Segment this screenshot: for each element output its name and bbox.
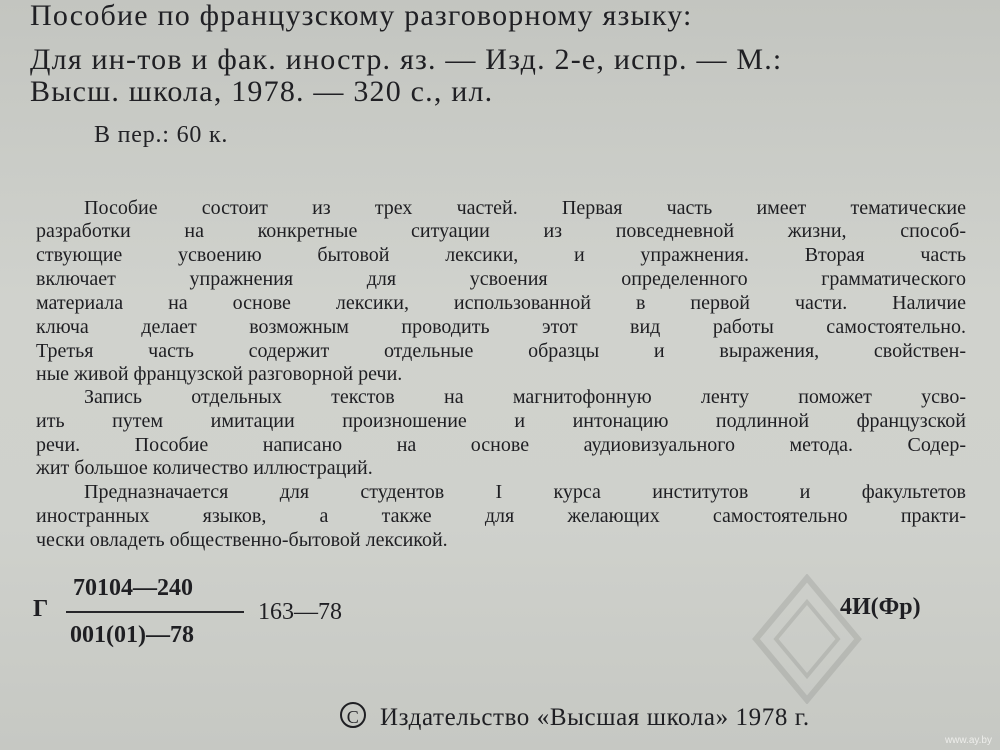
annotation-line-4: включает упражнения для усвоения определенного грамматического	[36, 268, 966, 290]
annotation-line-5: материала на основе лексики, использованной в первой части. Наличие	[36, 292, 966, 314]
watermark: www.ay.by	[944, 735, 992, 746]
annotation-line-6: ключа делает возможным проводить этот вид работы самостоятельно.	[36, 316, 966, 338]
annotation-line-9: Запись отдельных текстов на магнитофонную ленту поможет усво-	[84, 386, 966, 408]
annotation-line-12: жит большое количество иллюстраций.	[36, 457, 373, 479]
annotation-line-7: Третья часть содержит отдельные образцы и выражения, свойствен-	[36, 340, 966, 362]
classification-denominator: 001(01)—78	[70, 622, 194, 648]
annotation-line-14: иностранных языков, а также для желающих самостоятельно практи-	[36, 505, 966, 527]
annotation-line-10: ить путем имитации произношение и интонацию подлинной французской	[36, 410, 966, 432]
classification-code: 163—78	[258, 599, 342, 625]
header-line-2: Для ин-тов и фак. иностр. яз. — Изд. 2-е, испр. — М.:	[30, 43, 783, 76]
copyright-line	[340, 702, 810, 732]
classification-letter: Г	[33, 596, 49, 622]
bbk-index: 4И(Фр)	[840, 594, 921, 620]
annotation-line-11: речи. Пособие написано на основе аудиовизуального метода. Содер-	[36, 434, 966, 456]
annotation-line-13: Предназначается для студентов I курса институтов и факультетов	[84, 481, 966, 503]
price-label: В пер.: 60 к.	[94, 122, 229, 148]
copyright-icon: C	[340, 702, 366, 728]
annotation-line-2: разработки на конкретные ситуации из повседневной жизни, способ-	[36, 220, 966, 242]
classification-numerator: 70104—240	[73, 575, 193, 601]
annotation-line-15: чески овладеть общественно-бытовой лексикой.	[36, 529, 448, 551]
copyright-text: Издательство «Высшая школа» 1978 г.	[380, 704, 810, 731]
header-line-3: Высш. школа, 1978. — 320 с., ил.	[30, 75, 494, 108]
annotation-line-1: Пособие состоит из трех частей. Первая часть имеет тематические	[84, 197, 966, 219]
annotation-line-8: ные живой французской разговорной речи.	[36, 363, 403, 385]
fraction-line	[66, 611, 244, 613]
publisher-logo-icon	[752, 574, 862, 704]
header-line-1: Пособие по французскому разговорному языку:	[30, 0, 693, 32]
annotation-line-3: ствующие усвоению бытовой лексики, и упражнения. Вторая часть	[36, 244, 966, 266]
